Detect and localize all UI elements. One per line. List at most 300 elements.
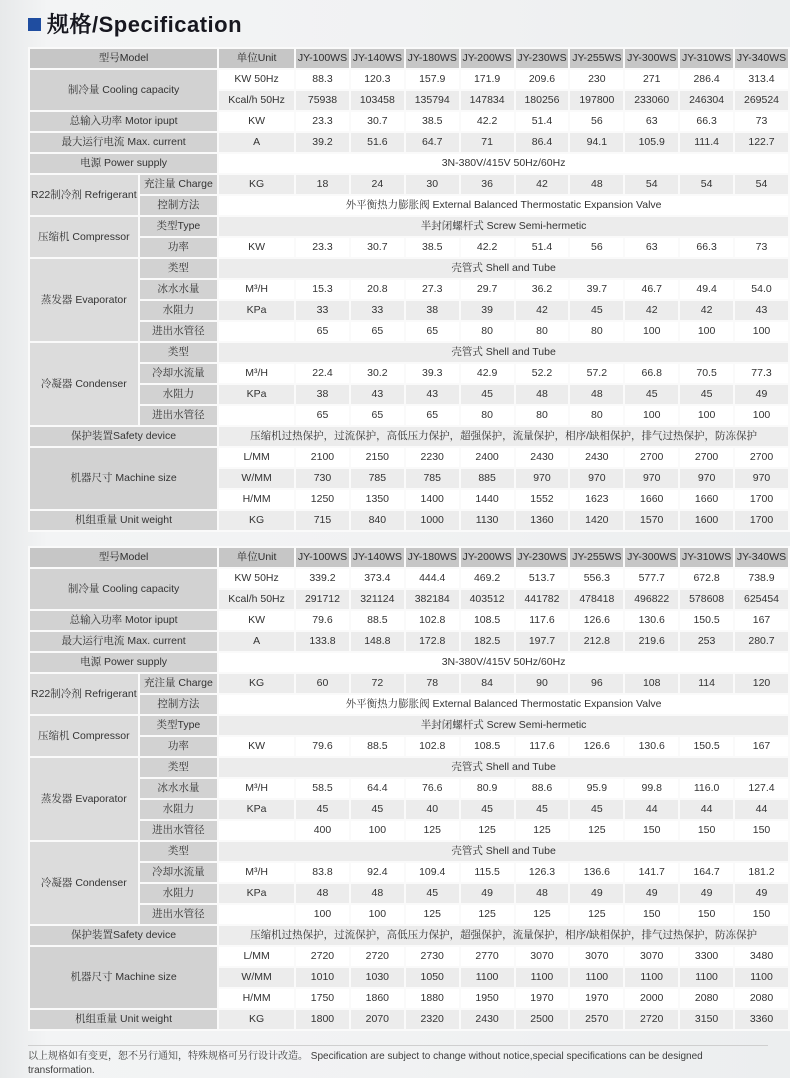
value-cell: 63: [625, 112, 678, 131]
unit-cell: W/MM: [219, 968, 294, 987]
value-cell: 1130: [461, 511, 514, 530]
unit-cell: [219, 905, 294, 924]
value-cell: 42.2: [461, 238, 514, 257]
value-cell: 95.9: [570, 779, 623, 798]
value-cell: 150.5: [680, 611, 733, 630]
value-cell: 45: [516, 800, 569, 819]
header-model-cell: JY-180WS: [406, 49, 459, 68]
row-label-cell: 电源 Power supply: [30, 154, 217, 173]
value-cell: 150: [680, 821, 733, 840]
group-label-cell: R22制冷剂 Refrigerant: [30, 175, 138, 215]
value-cell: 30.7: [351, 238, 404, 257]
value-cell: 171.9: [461, 70, 514, 89]
value-cell: 1420: [570, 511, 623, 530]
row-label-cell: 最大运行电流 Max. current: [30, 133, 217, 152]
value-cell: 115.5: [461, 863, 514, 882]
sub-label-cell: 充注量 Charge: [140, 175, 218, 194]
span-value-cell: 压缩机过热保护，过流保护，高低压力保护，超强保护，流量保护，相序/缺相保护，排气过热保护，防冻保护: [219, 926, 788, 945]
value-cell: 49: [735, 385, 788, 404]
value-cell: 135794: [406, 91, 459, 110]
sub-label-cell: 类型: [140, 842, 218, 861]
value-cell: 30.7: [351, 112, 404, 131]
value-cell: 42: [625, 301, 678, 320]
spec-row: [30, 70, 788, 89]
value-cell: 38.5: [406, 112, 459, 131]
header-model-cell: JY-140WS: [351, 49, 404, 68]
row-label-cell: 保护装置Safety device: [30, 926, 217, 945]
spec-row: [30, 133, 788, 152]
unit-cell: KPa: [219, 884, 294, 903]
value-cell: 180256: [516, 91, 569, 110]
value-cell: 133.8: [296, 632, 349, 651]
value-cell: 36.2: [516, 280, 569, 299]
sub-label-cell: 类型Type: [140, 716, 218, 735]
sub-label-cell: 类型: [140, 259, 218, 278]
value-cell: 65: [351, 322, 404, 341]
value-cell: 577.7: [625, 569, 678, 588]
value-cell: 49: [625, 884, 678, 903]
value-cell: 42.9: [461, 364, 514, 383]
value-cell: 80.9: [461, 779, 514, 798]
value-cell: 42: [516, 175, 569, 194]
value-cell: 15.3: [296, 280, 349, 299]
sub-label-cell: 水阻力: [140, 884, 218, 903]
value-cell: 1800: [296, 1010, 349, 1029]
value-cell: 45: [625, 385, 678, 404]
value-cell: 970: [680, 469, 733, 488]
unit-cell: KW 50Hz: [219, 569, 294, 588]
row-label-cell: 制冷量 Cooling capacity: [30, 70, 217, 110]
value-cell: 1552: [516, 490, 569, 509]
value-cell: 970: [625, 469, 678, 488]
header-model-cell: JY-200WS: [461, 548, 514, 567]
value-cell: 49: [570, 884, 623, 903]
value-cell: 49.4: [680, 280, 733, 299]
value-cell: 1623: [570, 490, 623, 509]
value-cell: 625454: [735, 590, 788, 609]
value-cell: 167: [735, 737, 788, 756]
value-cell: 1050: [406, 968, 459, 987]
spec-row: [30, 385, 788, 404]
value-cell: 1860: [351, 989, 404, 1008]
unit-cell: KW: [219, 737, 294, 756]
value-cell: 88.6: [516, 779, 569, 798]
header-model-cell: JY-100WS: [296, 548, 349, 567]
value-cell: 3070: [625, 947, 678, 966]
value-cell: 65: [296, 406, 349, 425]
unit-cell: H/MM: [219, 490, 294, 509]
spec-row: [30, 674, 788, 693]
value-cell: 1570: [625, 511, 678, 530]
value-cell: 1100: [461, 968, 514, 987]
value-cell: 840: [351, 511, 404, 530]
value-cell: 45: [351, 800, 404, 819]
value-cell: 77.3: [735, 364, 788, 383]
value-cell: 22.4: [296, 364, 349, 383]
value-cell: 58.5: [296, 779, 349, 798]
value-cell: 80: [516, 322, 569, 341]
value-cell: 2000: [625, 989, 678, 1008]
value-cell: 1700: [735, 511, 788, 530]
unit-cell: M³/H: [219, 364, 294, 383]
value-cell: 43: [406, 385, 459, 404]
span-value-cell: 壳管式 Shell and Tube: [219, 758, 788, 777]
value-cell: 42: [516, 301, 569, 320]
spec-row: [30, 154, 788, 173]
row-label-cell: 机器尺寸 Machine size: [30, 947, 217, 1008]
value-cell: 147834: [461, 91, 514, 110]
header-model-cell: JY-300WS: [625, 49, 678, 68]
sub-label-cell: 冰水水量: [140, 280, 218, 299]
value-cell: 65: [406, 322, 459, 341]
group-label-cell: 冷凝器 Condenser: [30, 343, 138, 425]
value-cell: 76.6: [406, 779, 459, 798]
value-cell: 444.4: [406, 569, 459, 588]
row-label-cell: 总输入功率 Motor ipupt: [30, 611, 217, 630]
span-value-cell: 外平衡热力膨胀阀 External Balanced Thermostatic Expansion Valve: [219, 695, 788, 714]
value-cell: 126.6: [570, 737, 623, 756]
value-cell: 48: [570, 385, 623, 404]
value-cell: 2700: [625, 448, 678, 467]
value-cell: 2720: [351, 947, 404, 966]
value-cell: 2080: [680, 989, 733, 1008]
value-cell: 105.9: [625, 133, 678, 152]
value-cell: 88.5: [351, 737, 404, 756]
spec-row: [30, 364, 788, 383]
spec-row: [30, 905, 788, 924]
value-cell: 1100: [625, 968, 678, 987]
value-cell: 578608: [680, 590, 733, 609]
unit-cell: [219, 406, 294, 425]
sub-label-cell: 水阻力: [140, 800, 218, 819]
header-row: [30, 548, 788, 567]
value-cell: 513.7: [516, 569, 569, 588]
value-cell: 1400: [406, 490, 459, 509]
value-cell: 73: [735, 112, 788, 131]
value-cell: 291712: [296, 590, 349, 609]
value-cell: 45: [570, 301, 623, 320]
value-cell: 38.5: [406, 238, 459, 257]
header-model-label: 型号Model: [30, 49, 217, 68]
value-cell: 127.4: [735, 779, 788, 798]
value-cell: 88.5: [351, 611, 404, 630]
value-cell: 66.8: [625, 364, 678, 383]
span-value-cell: 壳管式 Shell and Tube: [219, 842, 788, 861]
value-cell: 54.0: [735, 280, 788, 299]
unit-cell: M³/H: [219, 863, 294, 882]
value-cell: 230: [570, 70, 623, 89]
value-cell: 1010: [296, 968, 349, 987]
section-title-bar: [0, 0, 790, 47]
value-cell: 56: [570, 112, 623, 131]
value-cell: 48: [516, 884, 569, 903]
value-cell: 100: [625, 406, 678, 425]
header-model-cell: JY-200WS: [461, 49, 514, 68]
value-cell: 18: [296, 175, 349, 194]
value-cell: 44: [625, 800, 678, 819]
spec-row: [30, 611, 788, 630]
value-cell: 970: [735, 469, 788, 488]
value-cell: 100: [351, 821, 404, 840]
value-cell: 271: [625, 70, 678, 89]
value-cell: 150.5: [680, 737, 733, 756]
value-cell: 45: [680, 385, 733, 404]
spec-row: [30, 112, 788, 131]
header-model-cell: JY-255WS: [570, 548, 623, 567]
page-title: 规格/Specification: [47, 12, 243, 37]
group-label-cell: 蒸发器 Evaporator: [30, 259, 138, 341]
value-cell: 109.4: [406, 863, 459, 882]
value-cell: 2770: [461, 947, 514, 966]
unit-cell: [219, 322, 294, 341]
span-value-cell: 半封闭螺杆式 Screw Semi-hermetic: [219, 716, 788, 735]
group-label-cell: 压缩机 Compressor: [30, 716, 138, 756]
value-cell: 79.6: [296, 611, 349, 630]
value-cell: 125: [406, 905, 459, 924]
value-cell: 48: [570, 175, 623, 194]
value-cell: 38: [296, 385, 349, 404]
value-cell: 108.5: [461, 611, 514, 630]
header-model-cell: JY-340WS: [735, 548, 788, 567]
value-cell: 556.3: [570, 569, 623, 588]
header-model-cell: JY-310WS: [680, 548, 733, 567]
value-cell: 253: [680, 632, 733, 651]
value-cell: 785: [351, 469, 404, 488]
spec-row: [30, 1010, 788, 1029]
value-cell: 42.2: [461, 112, 514, 131]
unit-cell: KPa: [219, 800, 294, 819]
value-cell: 54: [680, 175, 733, 194]
value-cell: 43: [351, 385, 404, 404]
value-cell: 1100: [735, 968, 788, 987]
value-cell: 120: [735, 674, 788, 693]
unit-cell: KG: [219, 175, 294, 194]
value-cell: 117.6: [516, 737, 569, 756]
row-label-cell: 保护装置Safety device: [30, 427, 217, 446]
value-cell: 2430: [461, 1010, 514, 1029]
unit-cell: Kcal/h 50Hz: [219, 590, 294, 609]
value-cell: 39: [461, 301, 514, 320]
value-cell: 1100: [680, 968, 733, 987]
title-bullet-square-icon: [28, 18, 41, 31]
spec-row: [30, 448, 788, 467]
value-cell: 42: [680, 301, 733, 320]
value-cell: 83.8: [296, 863, 349, 882]
value-cell: 90: [516, 674, 569, 693]
value-cell: 2700: [735, 448, 788, 467]
value-cell: 80: [570, 406, 623, 425]
value-cell: 441782: [516, 590, 569, 609]
value-cell: 2070: [351, 1010, 404, 1029]
spec-row: [30, 695, 788, 714]
value-cell: 2570: [570, 1010, 623, 1029]
value-cell: 38: [406, 301, 459, 320]
spec-row: [30, 737, 788, 756]
sub-label-cell: 类型: [140, 343, 218, 362]
value-cell: 1100: [570, 968, 623, 987]
value-cell: 33: [351, 301, 404, 320]
span-value-cell: 半封闭螺杆式 Screw Semi-hermetic: [219, 217, 788, 236]
group-label-cell: 蒸发器 Evaporator: [30, 758, 138, 840]
value-cell: 80: [461, 322, 514, 341]
value-cell: 54: [625, 175, 678, 194]
value-cell: 57.2: [570, 364, 623, 383]
header-model-cell: JY-100WS: [296, 49, 349, 68]
value-cell: 130.6: [625, 611, 678, 630]
spec-row: [30, 175, 788, 194]
sub-label-cell: 类型: [140, 758, 218, 777]
unit-cell: KW: [219, 238, 294, 257]
spec-row: [30, 779, 788, 798]
spec-row: [30, 821, 788, 840]
value-cell: 2080: [735, 989, 788, 1008]
header-model-cell: JY-230WS: [516, 548, 569, 567]
value-cell: 2730: [406, 947, 459, 966]
value-cell: 164.7: [680, 863, 733, 882]
value-cell: 96: [570, 674, 623, 693]
value-cell: 111.4: [680, 133, 733, 152]
unit-cell: KPa: [219, 385, 294, 404]
span-value-cell: 壳管式 Shell and Tube: [219, 259, 788, 278]
value-cell: 321124: [351, 590, 404, 609]
value-cell: 286.4: [680, 70, 733, 89]
value-cell: 785: [406, 469, 459, 488]
spec-row: [30, 217, 788, 236]
value-cell: 148.8: [351, 632, 404, 651]
value-cell: 2700: [680, 448, 733, 467]
value-cell: 136.6: [570, 863, 623, 882]
value-cell: 45: [461, 385, 514, 404]
sub-label-cell: 冷却水流量: [140, 863, 218, 882]
value-cell: 1000: [406, 511, 459, 530]
value-cell: 970: [516, 469, 569, 488]
row-label-cell: 机组重量 Unit weight: [30, 511, 217, 530]
value-cell: 1970: [570, 989, 623, 1008]
value-cell: 150: [735, 905, 788, 924]
value-cell: 2150: [351, 448, 404, 467]
value-cell: 94.1: [570, 133, 623, 152]
value-cell: 2100: [296, 448, 349, 467]
unit-cell: A: [219, 632, 294, 651]
value-cell: 45: [461, 800, 514, 819]
value-cell: 970: [570, 469, 623, 488]
value-cell: 116.0: [680, 779, 733, 798]
sub-label-cell: 水阻力: [140, 301, 218, 320]
value-cell: 1030: [351, 968, 404, 987]
value-cell: 150: [625, 821, 678, 840]
spec-row: [30, 322, 788, 341]
value-cell: 40: [406, 800, 459, 819]
value-cell: 49: [735, 884, 788, 903]
value-cell: 672.8: [680, 569, 733, 588]
value-cell: 1880: [406, 989, 459, 1008]
value-cell: 63: [625, 238, 678, 257]
value-cell: 3070: [516, 947, 569, 966]
value-cell: 103458: [351, 91, 404, 110]
value-cell: 88.3: [296, 70, 349, 89]
value-cell: 100: [735, 322, 788, 341]
value-cell: 100: [625, 322, 678, 341]
value-cell: 86.4: [516, 133, 569, 152]
value-cell: 469.2: [461, 569, 514, 588]
value-cell: 49: [680, 884, 733, 903]
value-cell: 2430: [570, 448, 623, 467]
value-cell: 1250: [296, 490, 349, 509]
sub-label-cell: 冷却水流量: [140, 364, 218, 383]
value-cell: 45: [570, 800, 623, 819]
spec-row: [30, 301, 788, 320]
value-cell: 108: [625, 674, 678, 693]
value-cell: 100: [735, 406, 788, 425]
value-cell: 1970: [516, 989, 569, 1008]
unit-cell: KG: [219, 1010, 294, 1029]
value-cell: 30: [406, 175, 459, 194]
value-cell: 54: [735, 175, 788, 194]
value-cell: 181.2: [735, 863, 788, 882]
value-cell: 44: [735, 800, 788, 819]
value-cell: 66.3: [680, 112, 733, 131]
spec-row: [30, 716, 788, 735]
value-cell: 125: [406, 821, 459, 840]
value-cell: 84: [461, 674, 514, 693]
unit-cell: KPa: [219, 301, 294, 320]
value-cell: 150: [680, 905, 733, 924]
header-model-cell: JY-300WS: [625, 548, 678, 567]
spec-row: [30, 569, 788, 588]
unit-cell: KW: [219, 611, 294, 630]
spec-row: [30, 653, 788, 672]
value-cell: 114: [680, 674, 733, 693]
row-label-cell: 电源 Power supply: [30, 653, 217, 672]
spec-row: [30, 196, 788, 215]
header-row: [30, 49, 788, 68]
value-cell: 51.6: [351, 133, 404, 152]
value-cell: 1360: [516, 511, 569, 530]
value-cell: 2430: [516, 448, 569, 467]
value-cell: 60: [296, 674, 349, 693]
value-cell: 157.9: [406, 70, 459, 89]
value-cell: 49: [461, 884, 514, 903]
value-cell: 29.7: [461, 280, 514, 299]
row-label-cell: 最大运行电流 Max. current: [30, 632, 217, 651]
header-model-cell: JY-180WS: [406, 548, 459, 567]
value-cell: 730: [296, 469, 349, 488]
header-model-cell: JY-140WS: [351, 548, 404, 567]
value-cell: 100: [351, 905, 404, 924]
spec-row: [30, 406, 788, 425]
value-cell: 1750: [296, 989, 349, 1008]
unit-cell: L/MM: [219, 448, 294, 467]
value-cell: 2230: [406, 448, 459, 467]
value-cell: 36: [461, 175, 514, 194]
value-cell: 2720: [296, 947, 349, 966]
sub-label-cell: 充注量 Charge: [140, 674, 218, 693]
value-cell: 126.6: [570, 611, 623, 630]
spec-row: [30, 427, 788, 446]
value-cell: 117.6: [516, 611, 569, 630]
unit-cell: A: [219, 133, 294, 152]
value-cell: 280.7: [735, 632, 788, 651]
value-cell: 3480: [735, 947, 788, 966]
row-label-cell: 机组重量 Unit weight: [30, 1010, 217, 1029]
value-cell: 1660: [680, 490, 733, 509]
value-cell: 125: [570, 821, 623, 840]
value-cell: 102.8: [406, 611, 459, 630]
spec-row: [30, 800, 788, 819]
value-cell: 64.7: [406, 133, 459, 152]
unit-cell: M³/H: [219, 779, 294, 798]
value-cell: 125: [516, 821, 569, 840]
